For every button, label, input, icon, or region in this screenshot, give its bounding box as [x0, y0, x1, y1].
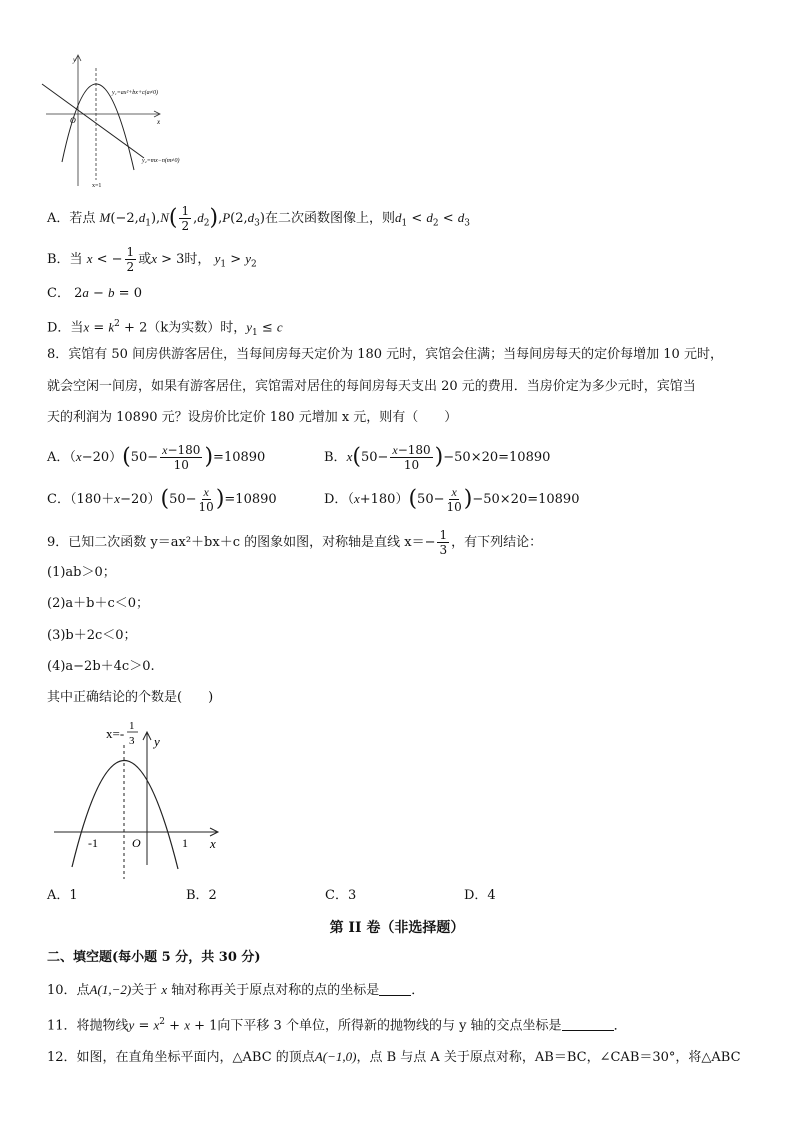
q11-answer-blank[interactable] [562, 1016, 614, 1031]
q7-option-c: C． 2a − b = 0 [47, 285, 142, 301]
q9-option-b: B．2 [186, 888, 217, 903]
q9-tick-neg: -1 [88, 836, 98, 850]
q11: 11．将抛物线$y = x^2 + x + 1$向下平移 3 个单位，所得新的抛物线的与 y 轴的交点坐标是 ． [47, 1017, 627, 1034]
q9-origin: O [132, 836, 141, 850]
section-title: 第 II 卷（非选择题） [329, 920, 465, 936]
q8-stem-1: 8．宾馆有 50 间房供游客居住，当每间房每天定价为 180 元时，宾馆会住满；当每间房每天的定价每增加 10 元时， [47, 347, 723, 362]
q7-y-label: y [73, 56, 77, 64]
q9-y-label: y [154, 734, 160, 749]
q7-y1-label: y₁=ax²+bx+c(a≠0) [112, 90, 158, 96]
q8-option-a: A．（x−20）(50− $\frac{x-180}{10}$ )=10890 [47, 443, 266, 472]
q9-conclusion-4: (4)a−2b＋4c＞0. [47, 659, 155, 674]
q9-axis-label-num: 1 [129, 720, 135, 732]
q10: 10．点A(1,−2)关于 x 轴对称再关于原点对称的点的坐标是 ． [47, 982, 425, 998]
q7-option-a: A．若点 $M(-2,d_1),N$( $\frac{1}{2}$ $,d_2),P(2,d_3)$在二次函数图像上，则$d_1 < d_2 < d_3$ [47, 204, 471, 233]
q7-option-b: B．当 x < − $\frac{1}{2}$ 或x > 3时， $y_1 > y_2$ [47, 245, 257, 274]
q9-x-label: x [210, 836, 216, 851]
q9-axis-label-pre: x=- [106, 726, 125, 741]
q9-option-a: A．1 [47, 888, 78, 903]
q7-origin: O [70, 116, 76, 125]
q10-answer-blank[interactable] [379, 981, 411, 996]
q7-graph [40, 50, 210, 190]
q9-conclusion-3: (3)b＋2c＜0； [47, 628, 137, 643]
q9-axis-label-den: 3 [129, 735, 135, 747]
q8-option-b: B．x(50− $\frac{x-180}{10}$ )−50×20=10890 [324, 443, 551, 472]
q9-conclusion-1: (1)ab＞0； [47, 565, 116, 580]
q7-parabola [62, 84, 134, 170]
q9-stem: 9．已知二次函数 y＝ax²＋bx＋c 的图象如图，对称轴是直线 x＝− $\frac{1}{3}$ ，有下列结论： [47, 528, 543, 557]
q7-option-d: D．当$x = k^2 + 2(k$为实数）时，$y_1 \le c$ [47, 319, 283, 338]
q8-option-d: D．（x+180）(50− $\frac{x}{10}$ )−50×20=10890 [324, 485, 580, 514]
q9-tick-pos: 1 [182, 836, 188, 850]
q7-x-label: x [157, 118, 161, 126]
q9-option-d: D．4 [464, 888, 496, 903]
q9-graph [50, 715, 230, 881]
part2-heading: 二、填空题(每小题 5 分，共 30 分) [47, 950, 261, 965]
q8-option-c: C．（180＋x−20）(50− $\frac{x}{10}$ )=10890 [47, 485, 277, 514]
q7-axis-label: x=1 [92, 183, 102, 189]
q9-option-c: C．3 [325, 888, 357, 903]
q12: 12．如图，在直角坐标平面内，△ABC 的顶点A(−1,0)，点 B 与点 A 关于原点对称，AB＝BC，∠CAB＝30°，将△ABC [47, 1049, 741, 1065]
q9-parabola [72, 760, 178, 869]
q7-y2-label: y₂=mx−n(m≠0) [142, 158, 180, 164]
q8-stem-3: 天的利润为 10890 元？设房价比定价 180 元增加 x 元，则有（ ） [47, 410, 458, 425]
q8-stem-2: 就会空闲一间房，如果有游客居住，宾馆需对居住的每间房每天支出 20 元的费用．当房价定为多少元时，宾馆当 [47, 379, 696, 394]
q9-conclusion-2: (2)a＋b＋c＜0； [47, 596, 150, 611]
q9-question: 其中正确结论的个数是( ) [47, 690, 214, 705]
